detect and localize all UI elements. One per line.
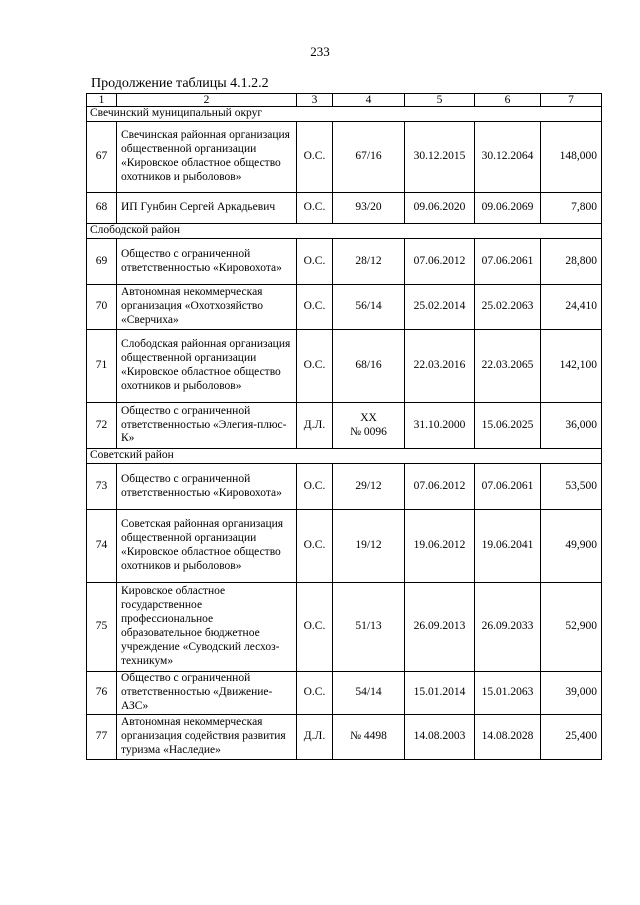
table-row — [87, 464, 602, 510]
section-title: Свечинский муниципальный округ — [87, 107, 602, 122]
column-number: 2 — [117, 94, 297, 107]
document-number: 67/16 — [333, 122, 405, 193]
start-date: 15.01.2014 — [405, 672, 475, 715]
start-date: 19.06.2012 — [405, 510, 475, 583]
area-value: 52,900 — [541, 583, 602, 672]
section-header-row — [87, 449, 602, 464]
column-number: 1 — [87, 94, 117, 107]
end-date: 25.02.2063 — [475, 285, 541, 330]
document-type: Д.Л. — [297, 714, 333, 759]
end-date: 15.01.2063 — [475, 672, 541, 715]
table-caption: Продолжение таблицы 4.1.2.2 — [91, 76, 269, 91]
table-row — [87, 672, 602, 715]
end-date: 22.03.2065 — [475, 330, 541, 403]
start-date: 22.03.2016 — [405, 330, 475, 403]
section-header-row — [87, 224, 602, 239]
row-number: 69 — [87, 239, 117, 285]
table-row — [87, 510, 602, 583]
row-number: 74 — [87, 510, 117, 583]
end-date: 15.06.2025 — [475, 403, 541, 449]
table-body — [87, 94, 602, 760]
end-date: 26.09.2033 — [475, 583, 541, 672]
organization-name: Свечинская районная организация общественной организации «Кировское областное общество охотников и рыболовов» — [117, 122, 297, 193]
organization-name: Кировское областное государственное профессиональное образовательное бюджетное учреждение «Суводский лесхоз-техникум» — [117, 583, 297, 672]
section-title: Советский район — [87, 449, 602, 464]
document-number: 93/20 — [333, 193, 405, 224]
document-type: О.С. — [297, 672, 333, 715]
table-row — [87, 122, 602, 193]
organization-name: Общество с ограниченной ответственностью «Кировохота» — [117, 464, 297, 510]
organization-name: Общество с ограниченной ответственностью «Элегия-плюс-К» — [117, 403, 297, 449]
row-number: 77 — [87, 714, 117, 759]
document-type: О.С. — [297, 193, 333, 224]
document-number: 68/16 — [333, 330, 405, 403]
table-row — [87, 330, 602, 403]
organization-name: Автономная некоммерческая организация содействия развития туризма «Наследие» — [117, 714, 297, 759]
document-number: 51/13 — [333, 583, 405, 672]
area-value: 49,900 — [541, 510, 602, 583]
area-value: 28,800 — [541, 239, 602, 285]
row-number: 70 — [87, 285, 117, 330]
organization-name: Слободская районная организация общественной организации «Кировское областное общество охотников и рыболовов» — [117, 330, 297, 403]
document-type: О.С. — [297, 510, 333, 583]
area-value: 53,500 — [541, 464, 602, 510]
organization-name: Общество с ограниченной ответственностью «Движение-АЗС» — [117, 672, 297, 715]
row-number: 73 — [87, 464, 117, 510]
area-value: 24,410 — [541, 285, 602, 330]
row-number: 67 — [87, 122, 117, 193]
start-date: 30.12.2015 — [405, 122, 475, 193]
table-row — [87, 583, 602, 672]
row-number: 68 — [87, 193, 117, 224]
document-number: 19/12 — [333, 510, 405, 583]
document-type: О.С. — [297, 583, 333, 672]
row-number: 76 — [87, 672, 117, 715]
document-type: О.С. — [297, 285, 333, 330]
area-value: 142,100 — [541, 330, 602, 403]
table-row — [87, 403, 602, 449]
section-title: Слободской район — [87, 224, 602, 239]
area-value: 39,000 — [541, 672, 602, 715]
end-date: 09.06.2069 — [475, 193, 541, 224]
row-number: 72 — [87, 403, 117, 449]
organization-name: Автономная некоммерческая организация «Охотхозяйство «Сверчиха» — [117, 285, 297, 330]
end-date: 14.08.2028 — [475, 714, 541, 759]
document-type: О.С. — [297, 330, 333, 403]
end-date: 19.06.2041 — [475, 510, 541, 583]
document-number: № 4498 — [333, 714, 405, 759]
document-number: XX № 0096 — [333, 403, 405, 449]
table-row — [87, 239, 602, 285]
organization-name: Общество с ограниченной ответственностью «Кировохота» — [117, 239, 297, 285]
row-number: 71 — [87, 330, 117, 403]
section-header-row — [87, 107, 602, 122]
column-number-row — [87, 94, 602, 107]
column-number: 7 — [541, 94, 602, 107]
document-number: 56/14 — [333, 285, 405, 330]
table-row — [87, 285, 602, 330]
area-value: 36,000 — [541, 403, 602, 449]
document-type: О.С. — [297, 239, 333, 285]
document-type: Д.Л. — [297, 403, 333, 449]
document-number: 29/12 — [333, 464, 405, 510]
table-row — [87, 714, 602, 759]
document-number: 28/12 — [333, 239, 405, 285]
start-date: 09.06.2020 — [405, 193, 475, 224]
document-type: О.С. — [297, 122, 333, 193]
start-date: 07.06.2012 — [405, 464, 475, 510]
hunting-grounds-table — [86, 93, 602, 760]
column-number: 4 — [333, 94, 405, 107]
organization-name: ИП Гунбин Сергей Аркадьевич — [117, 193, 297, 224]
row-number: 75 — [87, 583, 117, 672]
start-date: 07.06.2012 — [405, 239, 475, 285]
end-date: 30.12.2064 — [475, 122, 541, 193]
organization-name: Советская районная организация общественной организации «Кировское областное общество охотников и рыболовов» — [117, 510, 297, 583]
column-number: 5 — [405, 94, 475, 107]
column-number: 3 — [297, 94, 333, 107]
end-date: 07.06.2061 — [475, 464, 541, 510]
table-row — [87, 193, 602, 224]
start-date: 25.02.2014 — [405, 285, 475, 330]
end-date: 07.06.2061 — [475, 239, 541, 285]
area-value: 25,400 — [541, 714, 602, 759]
area-value: 148,000 — [541, 122, 602, 193]
column-number: 6 — [475, 94, 541, 107]
start-date: 26.09.2013 — [405, 583, 475, 672]
document-number: 54/14 — [333, 672, 405, 715]
start-date: 14.08.2003 — [405, 714, 475, 759]
area-value: 7,800 — [541, 193, 602, 224]
page-number: 233 — [310, 44, 330, 59]
start-date: 31.10.2000 — [405, 403, 475, 449]
document-type: О.С. — [297, 464, 333, 510]
